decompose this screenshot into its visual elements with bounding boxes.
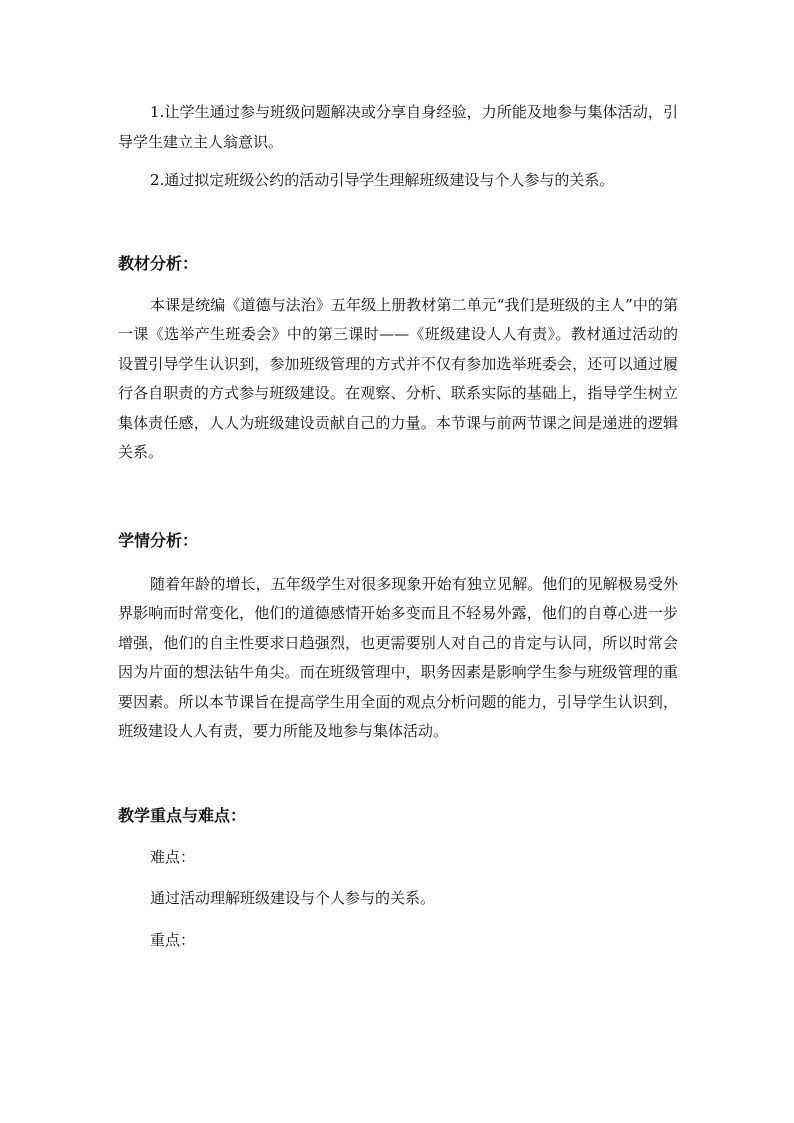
goal-item-2: 2.通过拟定班级公约的活动引导学生理解班级建设与个人参与的关系。 (150, 171, 615, 189)
materials-heading: 教材分析： (118, 253, 199, 273)
students-heading: 学情分析： (118, 530, 199, 550)
difficulty-label: 难点： (150, 847, 196, 866)
goal-item-1: 1.让学生通过参与班级问题解决或分享自身经验，力所能及地参与集体活动，引导学生建立主人翁意识。 (118, 103, 678, 151)
difficulty-text: 通过活动理解班级建设与个人参与的关系。 (150, 889, 436, 907)
document-page (118, 98, 678, 967)
materials-body: 本课是统编《道德与法治》五年级上册教材第二单元“我们是班级的主人”中的第一课《选举产生班委会》中的第三课时——《班级建设人人有责》。教材通过活动的设置引导学生认识到，参加班级管理的方式并不仅有参加选举班委会，还可以通过履行各自职责的方式参与班级建设。在观察、分析、联系实际的基础上，指导学生树立集体责任感，人人为班级建设贡献自己的力量。本节课与前两节课之间是递进的逻辑关系。 (118, 295, 678, 461)
students-body: 随着年龄的增长，五年级学生对很多现象开始有独立见解。他们的见解极易受外界影响而时常变化，他们的道德感情开始多变而且不轻易外露，他们的自尊心进一步增强，他们的自主性要求日趋强烈，也更需要别人对自己的肯定与认同，所以时常会因为片面的想法钻牛角尖。而在班级管理中，职务因素是影响学生参与班级管理的重要因素。所以本节课旨在提高学生用全面的观点分析问题的能力，引导学生认识到，班级建设人人有责，要力所能及地参与集体活动。 (118, 574, 678, 740)
focus-heading: 教学重点与难点： (118, 805, 247, 825)
key-label: 重点： (150, 930, 196, 949)
